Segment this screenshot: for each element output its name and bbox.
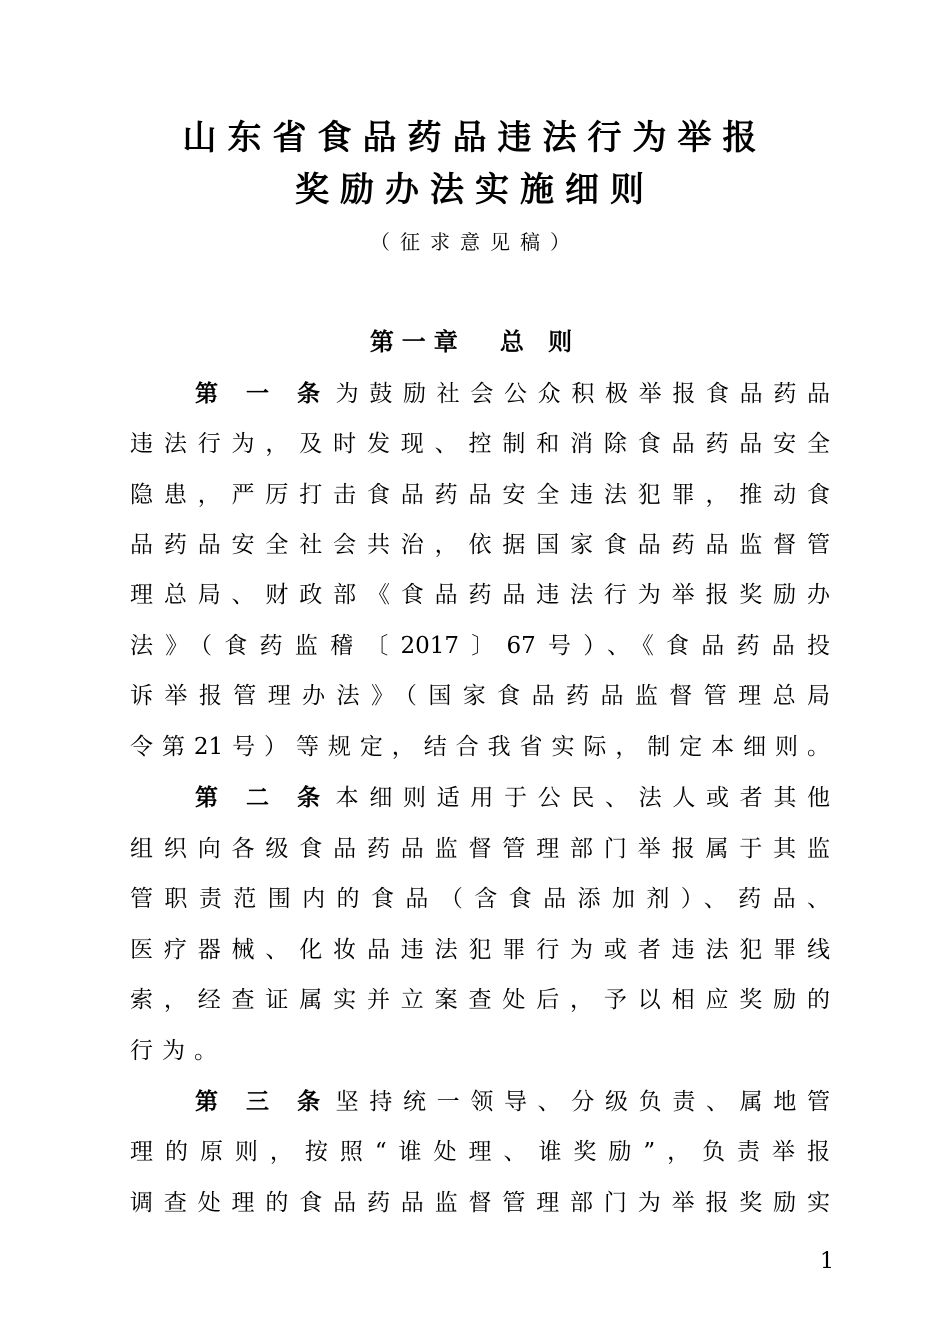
article-2-line: 索，经查证属实并立案查处后，予以相应奖励的 bbox=[130, 987, 830, 1013]
article-3-text: 坚持统一领导、分级负责、属地管 bbox=[325, 1089, 830, 1115]
article-3-line: 理的原则，按照“谁处理、谁奖励”，负责举报 bbox=[130, 1139, 830, 1165]
article-1-text: 为鼓励社会公众积极举报食品药品 bbox=[325, 381, 830, 407]
article-2-line: 行为。 bbox=[130, 1038, 226, 1064]
chapter-number: 第一章 bbox=[369, 328, 466, 356]
article-1-line: 理总局、财政部《食品药品违法行为举报奖励办 bbox=[130, 582, 830, 608]
title-line-2: 奖励办法实施细则 bbox=[295, 170, 655, 210]
article-1-line: 令第21号）等规定，结合我省实际，制定本细则。 bbox=[130, 734, 830, 760]
article-3-first-line bbox=[195, 1085, 830, 1119]
article-2-label: 第二条 bbox=[195, 785, 320, 811]
article-1-line: 诉举报管理办法》（国家食品药品监督管理总局 bbox=[130, 683, 830, 709]
article-2-line: 组织向各级食品药品监督管理部门举报属于其监 bbox=[130, 836, 830, 862]
article-1-line: 品药品安全社会共治，依据国家食品药品监督管 bbox=[130, 532, 830, 558]
article-3-label: 第三条 bbox=[195, 1089, 320, 1115]
title-line-1: 山东省食品药品违法行为举报 bbox=[182, 118, 768, 158]
article-2-line: 医疗器械、化妆品违法犯罪行为或者违法犯罪线 bbox=[130, 937, 830, 963]
chapter-name: 总 则 bbox=[499, 328, 581, 356]
article-2-line: 管职责范围内的食品（含食品添加剂）、药品、 bbox=[130, 886, 830, 912]
article-1-first-line bbox=[195, 377, 830, 411]
chapter-heading bbox=[0, 327, 950, 357]
article-2-first-line bbox=[195, 781, 830, 815]
article-1-label: 第一条 bbox=[195, 381, 320, 407]
article-3-line: 调查处理的食品药品监督管理部门为举报奖励实 bbox=[130, 1190, 830, 1216]
article-2-text: 本细则适用于公民、法人或者其他 bbox=[325, 785, 830, 811]
article-1-line: 法》（食药监稽〔2017〕67号）、《食品药品投 bbox=[130, 633, 830, 659]
page-number: 1 bbox=[820, 1249, 834, 1274]
draft-subtitle: （征求意见稿） bbox=[370, 230, 580, 254]
article-1-line: 隐患，严厉打击食品药品安全违法犯罪，推动食 bbox=[130, 482, 830, 508]
article-1-line: 违法行为，及时发现、控制和消除食品药品安全 bbox=[130, 431, 830, 457]
